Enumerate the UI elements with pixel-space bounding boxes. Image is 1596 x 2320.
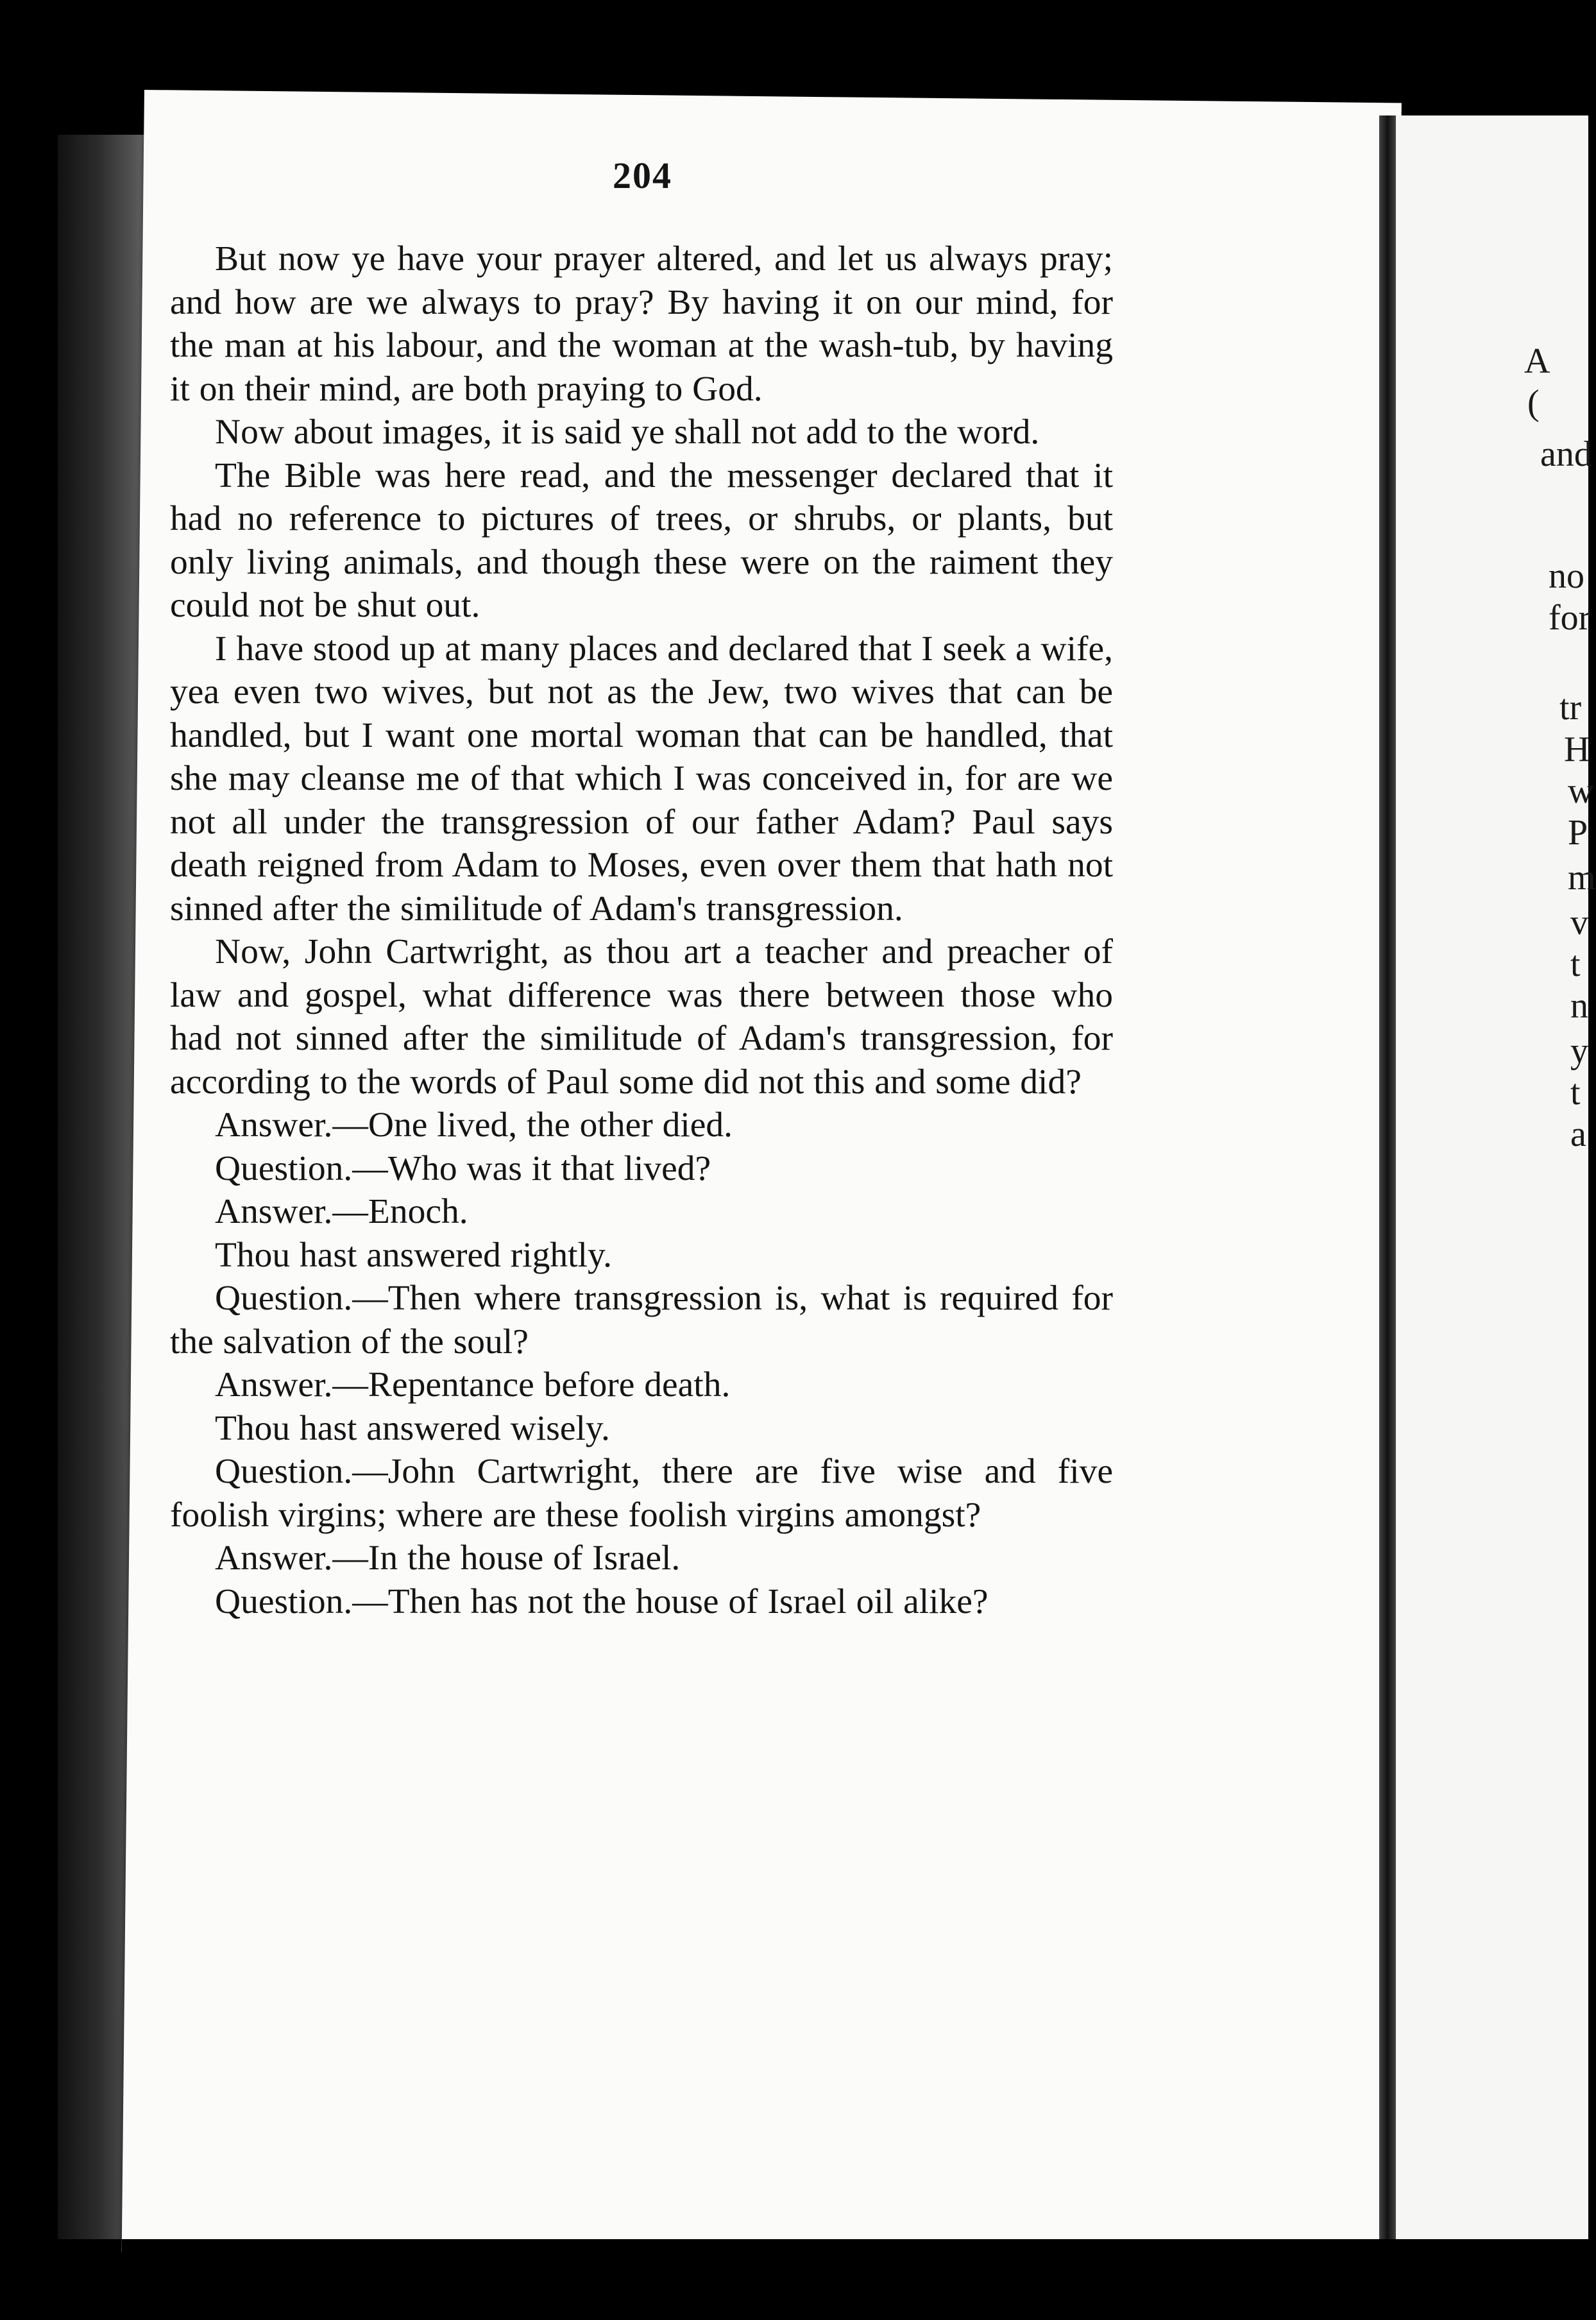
facing-page bbox=[1396, 115, 1596, 2252]
facing-fragment: v bbox=[1570, 903, 1588, 942]
dialogue-line: Answer.—In the house of Israel. bbox=[215, 1539, 681, 1578]
facing-fragment: A bbox=[1524, 341, 1550, 381]
paragraph: I have stood up at many places and declared that I seek a wife, yea even two wives, but not as the Jew, two wives that can be handled, but I want one mortal woman that can be handled, that she may cleanse me of that which I was conceived in, for are we not all under the transgression of our father Adam? Paul says death reigned from Adam to Moses, even over them that hath not sinned after the similitude of Adam's transgression. bbox=[170, 629, 1113, 928]
facing-fragment: w bbox=[1568, 771, 1594, 811]
book-gutter bbox=[1379, 115, 1396, 2252]
dialogue-line: Answer.—Enoch. bbox=[215, 1192, 468, 1231]
dialogue-line: Thou hast answered rightly. bbox=[215, 1235, 613, 1275]
page-number: 204 bbox=[613, 155, 672, 196]
facing-fragment: a bbox=[1570, 1114, 1586, 1154]
facing-fragment: m bbox=[1568, 858, 1596, 898]
scan-border bbox=[122, 2239, 1588, 2320]
facing-fragment: ( bbox=[1527, 383, 1540, 423]
facing-fragment: t bbox=[1570, 1073, 1581, 1113]
facing-fragment: for bbox=[1549, 598, 1591, 638]
dialogue-line: Question.—Then where transgression is, what is required for the salvation of the soul? bbox=[170, 1279, 1113, 1361]
facing-fragment: t bbox=[1570, 944, 1581, 984]
paragraph: The Bible was here read, and the messenger declared that it had no reference to pictures of trees, or shrubs, or plants, but only living animals, and though these were on the raiment they could not be shut out. bbox=[170, 456, 1113, 625]
facing-fragment: y bbox=[1570, 1031, 1588, 1071]
page-body bbox=[170, 237, 1113, 1623]
paragraph: But now ye have your prayer altered, and let us always pray; and how are we always to pray? By having it on our mind, for the man at his labour, and the woman at the wash-tub, by having it on their mind, are both praying to God. bbox=[170, 239, 1113, 409]
dialogue-line: Answer.—Repentance before death. bbox=[215, 1365, 731, 1404]
paragraph: Now, John Cartwright, as thou art a teacher and preacher of law and gospel, what difference was there between those who had not sinned after the similitude of Adam's transgression, for according to the words of Paul some did not this and some did? bbox=[170, 932, 1113, 1102]
facing-fragment: H bbox=[1564, 729, 1590, 769]
facing-fragment: P bbox=[1568, 813, 1588, 853]
paragraph: Now about images, it is said ye shall not add to the word. bbox=[215, 413, 1040, 452]
facing-fragment: tr bbox=[1559, 688, 1582, 728]
facing-fragment: n bbox=[1570, 986, 1588, 1026]
dialogue-line: Answer.—One lived, the other died. bbox=[215, 1105, 733, 1145]
dialogue-line: Question.—Who was it that lived? bbox=[215, 1148, 711, 1188]
dialogue-line: Question.—John Cartwright, there are five wise and five foolish virgins; where are these foolish virgins amongst? bbox=[170, 1452, 1113, 1535]
facing-fragment: no bbox=[1549, 556, 1584, 596]
dialogue-line: Thou hast answered wisely. bbox=[215, 1408, 610, 1448]
facing-fragment: and bbox=[1540, 434, 1592, 474]
dialogue-line: Question.—Then has not the house of Israel oil alike? bbox=[215, 1582, 989, 1621]
